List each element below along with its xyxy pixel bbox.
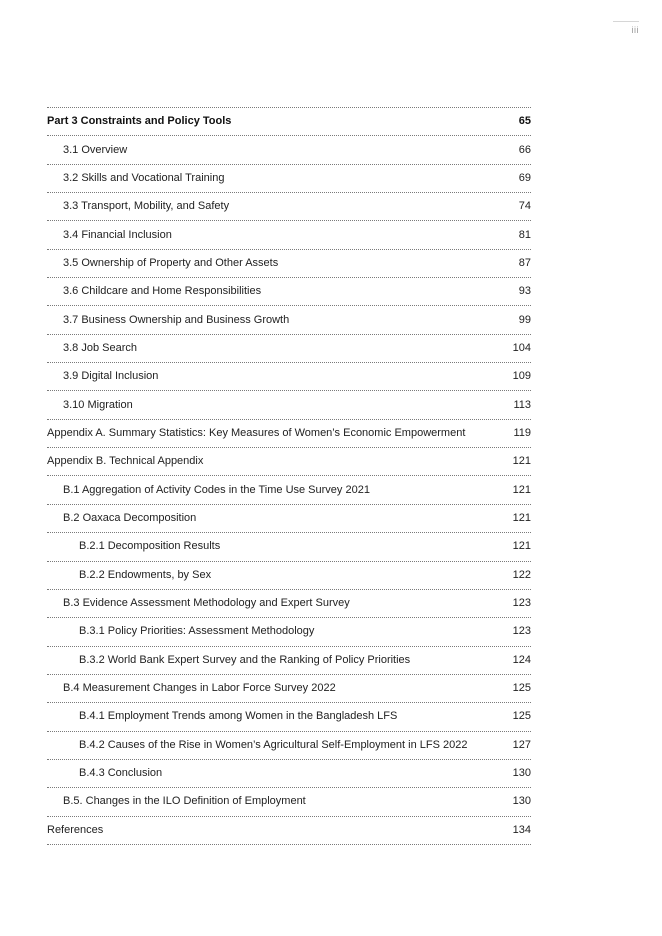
toc-entry-references[interactable] <box>47 817 531 845</box>
toc-entry-b-4-3[interactable] <box>47 760 531 788</box>
toc-entry-page: 127 <box>512 738 531 751</box>
toc-entry-3-5[interactable] <box>47 250 531 278</box>
toc-entry-title: B.2 Oaxaca Decomposition <box>63 511 197 524</box>
toc-entry-b-4-2[interactable] <box>47 732 531 760</box>
toc-entry-b-2-2[interactable] <box>47 562 531 590</box>
toc-entry-page: 130 <box>512 795 531 808</box>
toc-entry-page: 113 <box>513 398 531 411</box>
toc-entry-page: 93 <box>518 285 531 298</box>
toc-entry-page: 125 <box>512 710 531 723</box>
toc-entry-page: 81 <box>518 228 531 241</box>
toc-entry-title: 3.6 Childcare and Home Responsibilities <box>63 285 262 298</box>
toc-entry-title: 3.1 Overview <box>63 143 128 156</box>
toc-entry-b-4[interactable] <box>47 675 531 703</box>
toc-entry-3-3[interactable] <box>47 193 531 221</box>
toc-entry-title: Appendix B. Technical Appendix <box>47 455 204 468</box>
toc-entry-3-8[interactable] <box>47 335 531 363</box>
toc-entry-3-1[interactable] <box>47 136 531 164</box>
toc-entry-page: 109 <box>512 370 531 383</box>
toc-entry-title: Part 3 Constraints and Policy Tools <box>47 115 232 128</box>
toc-entry-b-1[interactable] <box>47 476 531 504</box>
toc-entry-title: Appendix A. Summary Statistics: Key Measures of Women’s Economic Empowerment <box>47 426 466 439</box>
toc-entry-page: 104 <box>512 341 531 354</box>
toc-entry-title: 3.7 Business Ownership and Business Growth <box>63 313 290 326</box>
toc-entry-3-4[interactable] <box>47 221 531 249</box>
toc-entry-title: 3.2 Skills and Vocational Training <box>63 171 225 184</box>
toc-entry-title: B.4.1 Employment Trends among Women in the Bangladesh LFS <box>79 710 398 723</box>
toc-entry-page: 121 <box>512 483 531 496</box>
toc-entry-title: B.4.3 Conclusion <box>79 767 163 780</box>
page-number: iii <box>631 25 639 35</box>
toc-entry-appendix-b[interactable] <box>47 448 531 476</box>
toc-entry-3-2[interactable] <box>47 165 531 193</box>
toc-entry-3-10[interactable] <box>47 391 531 419</box>
toc-entry-page: 122 <box>512 568 531 581</box>
toc-entry-title: B.3.2 World Bank Expert Survey and the Ranking of Policy Priorities <box>79 653 411 666</box>
toc-entry-b-3-1[interactable] <box>47 618 531 646</box>
toc-entry-page: 125 <box>512 682 531 695</box>
toc-entry-page: 134 <box>512 823 531 836</box>
toc-entry-title: B.5. Changes in the ILO Definition of Employment <box>63 795 306 808</box>
toc-entry-title: B.2.2 Endowments, by Sex <box>79 568 212 581</box>
toc-entry-b-3[interactable] <box>47 590 531 618</box>
toc-entry-3-6[interactable] <box>47 278 531 306</box>
toc-entry-title: B.3.1 Policy Priorities: Assessment Methodology <box>79 625 315 638</box>
toc-entry-title: B.1 Aggregation of Activity Codes in the Time Use Survey 2021 <box>63 483 370 496</box>
toc-entry-title: 3.9 Digital Inclusion <box>63 370 159 383</box>
toc-entry-page: 87 <box>518 256 531 269</box>
toc-entry-3-9[interactable] <box>47 363 531 391</box>
toc-entry-page: 130 <box>512 767 531 780</box>
toc-entry-page: 123 <box>512 597 531 610</box>
toc-entry-title: 3.3 Transport, Mobility, and Safety <box>63 200 230 213</box>
page-number-rule <box>613 21 639 22</box>
toc-entry-title: 3.4 Financial Inclusion <box>63 228 172 241</box>
toc-entry-part-3[interactable] <box>47 108 531 136</box>
toc-entry-b-2-1[interactable] <box>47 533 531 561</box>
toc-entry-title: B.3 Evidence Assessment Methodology and Expert Survey <box>63 597 350 610</box>
toc-entry-title: 3.8 Job Search <box>63 341 137 354</box>
toc-entry-page: 99 <box>518 313 531 326</box>
table-of-contents <box>47 107 531 845</box>
toc-entry-title: B.4.2 Causes of the Rise in Women’s Agricultural Self-Employment in LFS 2022 <box>79 738 468 751</box>
toc-entry-page: 121 <box>512 455 531 468</box>
toc-entry-b-3-2[interactable] <box>47 647 531 675</box>
toc-entry-page: 124 <box>512 653 531 666</box>
toc-entry-page: 74 <box>518 200 531 213</box>
toc-entry-title: B.4 Measurement Changes in Labor Force Survey 2022 <box>63 682 336 695</box>
toc-entry-page: 65 <box>518 115 531 128</box>
toc-entry-title: 3.10 Migration <box>63 398 133 411</box>
toc-entry-title: 3.5 Ownership of Property and Other Assets <box>63 256 279 269</box>
toc-entry-page: 119 <box>513 426 531 439</box>
toc-entry-b-4-1[interactable] <box>47 703 531 731</box>
toc-entry-b-2[interactable] <box>47 505 531 533</box>
toc-entry-title: References <box>47 823 104 836</box>
toc-entry-page: 121 <box>512 540 531 553</box>
toc-entry-title: B.2.1 Decomposition Results <box>79 540 221 553</box>
toc-entry-b-5[interactable] <box>47 788 531 816</box>
toc-entry-appendix-a[interactable] <box>47 420 531 448</box>
toc-entry-page: 123 <box>512 625 531 638</box>
toc-entry-3-7[interactable] <box>47 306 531 334</box>
toc-entry-page: 121 <box>512 511 531 524</box>
toc-entry-page: 66 <box>518 143 531 156</box>
toc-entry-page: 69 <box>518 171 531 184</box>
